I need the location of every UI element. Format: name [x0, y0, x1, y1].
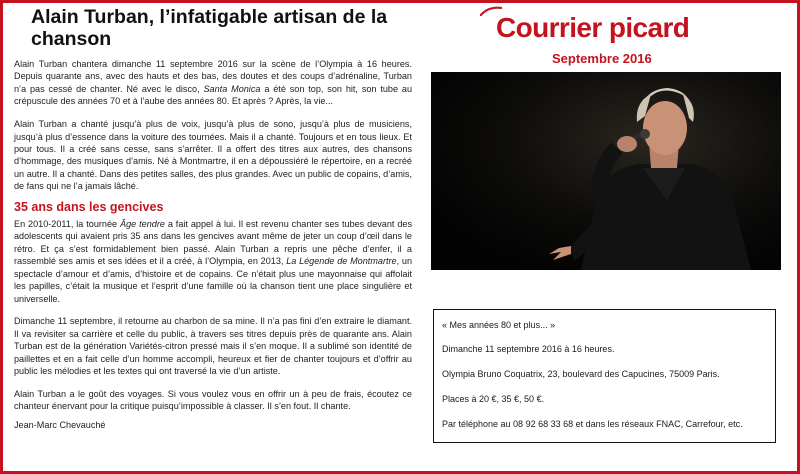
- paragraph-3-b: a fait appel à lui. Il est revenu chanter ses tubes devant des adolescents qui avaient pris 35 ans dans les gencives avant même de jeter un coup d’œil dans le rétro. Et ça s’est formidablement bien passé. Alain Turban a repris une pêche d’enfer, il a rassemblé ses amis et ses idées et il a créé, à l’Olympia, en 2013,: [14, 219, 413, 267]
- paragraph-3: [14, 218, 412, 305]
- tour-title: Âge tendre: [120, 219, 165, 230]
- paragraph-1-text: Alain Turban chantera dimanche 11 septembre 2016 sur la scène de l’Olympia à 16 heures. Depuis quarante ans, avec des hauts et des bas, des doutes et des coups d’adrénaline, Turban n’a pas cessé de chanter. Né avec le disco,: [14, 59, 412, 94]
- event-info-box: [433, 309, 776, 443]
- paragraph-4: Dimanche 11 septembre, il retourne au charbon de sa mine. Il n’a pas fini d’en extraire le diamant. Il va revisiter sa carrière et celle du public, à travers ses titres depuis près de quarante ans. Alain Turban est de la génération Variétés-citron pressé mais il s’en moque. Il a sublimé son identité de paillettes et en a fait celle d’un homme accompli, heureux et fier de chanter toujours et d’offrir au public les mélodies et les textes qui ont traversé la vie d’un artiste.: [14, 316, 412, 377]
- singer-illustration: [431, 72, 781, 270]
- paragraph-3-a: En 2010-2011, la tournée: [14, 219, 118, 230]
- song-title: Santa Monica: [203, 83, 261, 94]
- event-date: Dimanche 11 septembre 2016 à 16 heures.: [442, 344, 615, 354]
- newspaper-logo: Courrier picard: [496, 12, 690, 43]
- event-booking: Par téléphone au 08 92 68 33 68 et dans les réseaux FNAC, Carrefour, etc.: [442, 419, 743, 429]
- edition-date: Septembre 2016: [552, 51, 652, 66]
- event-venue: Olympia Bruno Coquatrix, 23, boulevard des Capucines, 75009 Paris.: [442, 369, 720, 379]
- singer-photo: [431, 72, 781, 270]
- author-byline: Jean-Marc Chevauché: [14, 420, 106, 431]
- paragraph-3-c: , un spectacle d’amour et d’amis, d’histoire et de copains. Ce n’était plus une mayonnaise qui affolait les papilles, c’était la musique et l’esprit d’une famille où la chanson tient une place singulière et universelle.: [14, 256, 412, 304]
- paragraph-1: [14, 58, 412, 108]
- paragraph-1-end: a été son top, son hit, son tube au crépuscule des années 70 et à l’aube des années 80. Et après ? Après, la vie...: [14, 83, 413, 107]
- paragraph-5: Alain Turban a le goût des voyages. Si vous voulez vous en offrir un à peu de frais, écoutez ce chanteur énervant pour la critique puisqu’impossible à classer. Il s’en fout. Il chante.: [14, 388, 412, 412]
- event-prices: Places à 20 €, 35 €, 50 €.: [442, 394, 545, 404]
- article-headline: Alain Turban, l’infatigable artisan de la chanson: [31, 6, 388, 50]
- event-title: « Mes années 80 et plus... »: [442, 320, 556, 330]
- article-column: [14, 6, 412, 431]
- show-title: La Légende de Montmartre: [286, 256, 397, 267]
- paragraph-2: Alain Turban a chanté jusqu’à plus de voix, jusqu’à plus de sono, jusqu’à plus de musiciens, jusqu’à plus d’essence dans la voiture des tournées. Mais il a chanté. Toujours et en tous lieux. Et pour tous. Il a créé sans cesse, sans s’arrêter. Il a offert des titres aux autres, des chansons d’hommage, des musiques d’amis. Né à Montmartre, il en a dépoussiéré le répertoire, en a recréé un autre. Il a chanté. Dans des petites salles, des plus grandes. Avec un public de copains, d’amis, de fans qui ne l’a jamais lâché.: [14, 119, 412, 192]
- section-subheading: 35 ans dans les gencives: [14, 200, 164, 215]
